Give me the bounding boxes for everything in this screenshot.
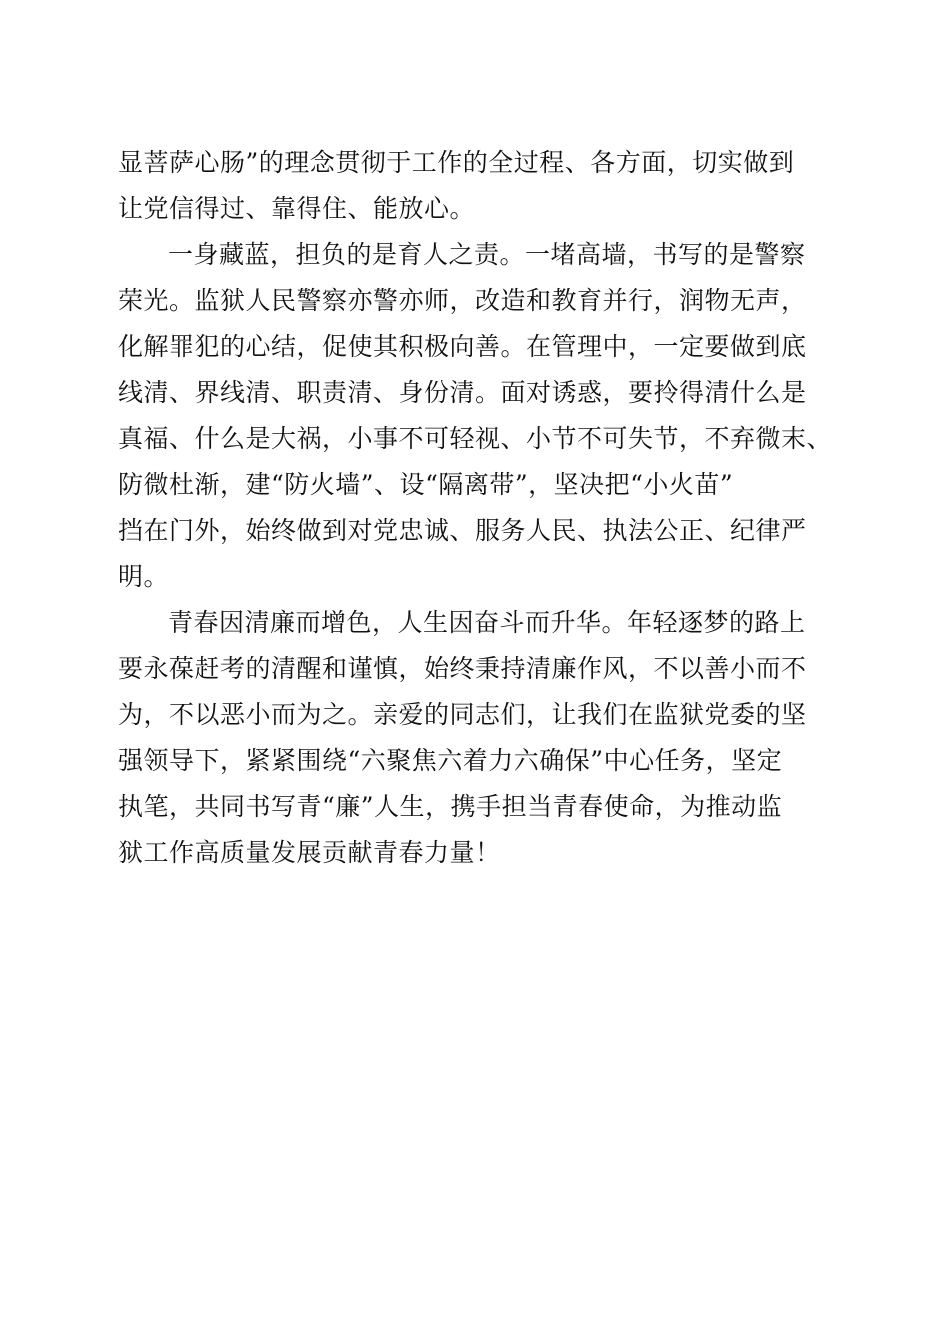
text-line: 执笔，共同书写青“廉”人生，携手担当青春使命，为推动监 <box>118 792 783 821</box>
text-line: 真福、什么是大祸，小事不可轻视、小节不可失节，不弃微末、 <box>118 424 833 453</box>
text-line: 一身藏蓝，担负的是育人之责。一堵高墙，书写的是警察 <box>168 240 806 269</box>
paragraph-3 <box>118 600 838 876</box>
text-line: 狱工作高质量发展贡献青春力量！ <box>118 838 501 867</box>
text-line: 让党信得过、靠得住、能放心。 <box>118 194 476 223</box>
text-line: 青春因清廉而增色，人生因奋斗而升华。年轻逐梦的路上 <box>168 608 806 637</box>
text-line: 挡在门外，始终做到对党忠诚、服务人民、执法公正、纪律严 <box>118 516 807 545</box>
text-line: 明。 <box>118 562 170 591</box>
paragraph-1 <box>118 140 838 232</box>
text-line: 要永葆赶考的清醒和谨慎，始终秉持清廉作风，不以善小而不 <box>118 654 807 683</box>
text-line: 为，不以恶小而为之。亲爱的同志们，让我们在监狱党委的坚 <box>118 700 807 729</box>
text-line: 线清、界线清、职责清、身份清。面对诱惑，要拎得清什么是 <box>118 378 807 407</box>
text-line: 防微杜渐，建“防火墙”、设“隔离带”，坚决把“小火苗” <box>118 470 734 499</box>
paragraph-2 <box>118 232 838 600</box>
text-line: 显菩萨心肠”的理念贯彻于工作的全过程、各方面，切实做到 <box>118 148 795 177</box>
text-line: 荣光。监狱人民警察亦警亦师，改造和教育并行，润物无声， <box>118 286 807 315</box>
document-body <box>118 140 838 876</box>
text-line: 化解罪犯的心结，促使其积极向善。在管理中，一定要做到底 <box>118 332 807 361</box>
text-line: 强领导下，紧紧围绕“六聚焦六着力六确保”中心任务，坚定 <box>118 746 783 775</box>
